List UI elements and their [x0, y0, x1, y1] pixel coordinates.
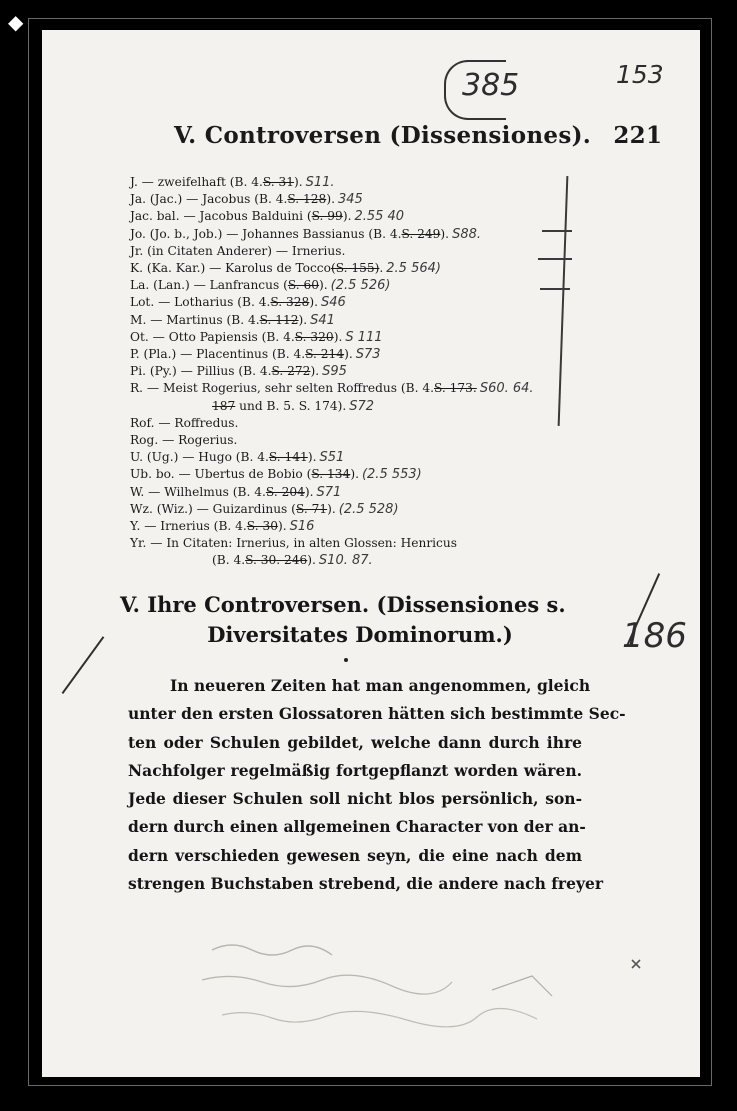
handwritten-correction: S88.: [452, 226, 481, 242]
entry-text-tail: ).: [307, 450, 317, 465]
entry-text: Rog. — Rogerius.: [130, 433, 238, 448]
entry-text-tail: ).: [309, 295, 318, 310]
entry-text-tail: ).: [307, 553, 316, 568]
book-page: [42, 30, 700, 1077]
entry-text-tail: ).: [294, 175, 303, 189]
body-line: Jede dieser Schulen soll nicht blos persönlich, son-: [128, 789, 582, 809]
entry-text: Jac. bal. — Jacobus Balduini (: [130, 209, 312, 224]
entry-text-tail: ).: [319, 278, 328, 293]
struck-page-reference: S. 31: [262, 175, 294, 189]
page-number: 221: [613, 122, 663, 149]
faint-handwriting-scribbles: [192, 920, 692, 1060]
struck-page-reference: S. 112: [259, 312, 299, 327]
section-title-line-2: Diversitates Dominorum.): [207, 622, 513, 647]
entry-text: K. (Ka. Kar.) — Karolus de Tocco: [130, 261, 331, 276]
entry-text: (B. 4.: [212, 553, 246, 568]
handwritten-correction: S71: [316, 484, 342, 500]
entry-text: Wz. (Wiz.) — Guizardinus (: [130, 501, 296, 516]
struck-page-reference: S. 320: [294, 329, 334, 344]
handwritten-correction: S41: [310, 312, 335, 328]
entry-text: Yr. — In Citaten: Irnerius, in alten Glossen: Henricus: [130, 536, 457, 551]
margin-tick-mark: [540, 288, 570, 290]
struck-page-reference: S. 99: [311, 209, 343, 224]
abbreviation-entry: [130, 208, 600, 225]
entry-text-tail: ).: [326, 192, 335, 207]
entry-text: R. — Meist Rogerius, sehr selten Roffredus (B. 4.: [130, 381, 434, 396]
entry-text-tail: ).: [333, 329, 343, 344]
body-paragraph: [128, 672, 626, 898]
struck-page-reference: S. 71: [295, 501, 328, 516]
struck-page-reference: S. 204: [265, 484, 305, 499]
abbreviation-entry: [130, 398, 600, 415]
body-line: strengen Buchstaben strebend, die andere nach freyer: [128, 874, 603, 894]
margin-pen-stroke: [62, 636, 104, 694]
handwritten-correction: S10. 87.: [318, 553, 373, 569]
entry-text: J. — zweifelhaft (B. 4.: [130, 175, 263, 189]
entry-text: Y. — Irnerius (B. 4.: [130, 519, 247, 534]
abbreviation-entry: [130, 191, 600, 208]
abbreviation-entry: [130, 415, 600, 432]
entry-text: La. (Lan.) — Lanfrancus (: [130, 278, 288, 293]
entry-text-tail: ).: [440, 226, 450, 241]
struck-page-reference: S. 128: [287, 192, 327, 207]
section-title: [120, 590, 580, 650]
handwritten-margin-number: 186: [622, 616, 687, 656]
margin-tick-mark: [542, 230, 572, 232]
abbreviation-entry: [130, 226, 600, 243]
entry-text-tail: ).: [304, 484, 314, 499]
entry-text: Ub. bo. — Ubertus de Bobio (: [130, 467, 312, 482]
struck-page-reference: S. 173.: [434, 381, 477, 396]
handwritten-correction: (2.5 526): [330, 278, 391, 294]
entry-text: M. — Martinus (B. 4.: [130, 312, 260, 327]
struck-page-reference: S. 134: [311, 467, 351, 482]
struck-page-reference: S. 214: [305, 347, 345, 362]
struck-page-reference: S. 272: [271, 364, 311, 379]
handwritten-correction: S72: [349, 398, 375, 414]
body-line: unter den ersten Glossatoren hätten sich bestimmte Sec-: [128, 704, 626, 724]
handwritten-correction: 2.5 564): [386, 261, 441, 277]
running-head: [174, 122, 663, 149]
handwritten-correction: S16: [289, 519, 315, 535]
entry-text-tail: ).: [310, 364, 320, 379]
scan-corner-marker-icon: ◆: [8, 10, 24, 34]
abbreviation-entry: [130, 380, 600, 397]
entry-text-tail: ).: [344, 347, 353, 362]
abbreviation-entry: [130, 277, 600, 294]
title-dot: [344, 658, 348, 662]
handwritten-correction: S51: [319, 450, 345, 466]
entry-text: Ot. — Otto Papiensis (B. 4.: [130, 329, 295, 344]
margin-tick-mark: [538, 258, 572, 260]
handwritten-correction: S 111: [345, 329, 383, 345]
abbreviation-entry: [130, 294, 600, 311]
entry-text-tail: ).: [298, 312, 308, 327]
abbreviation-list: [130, 174, 600, 570]
abbreviation-entry: [130, 260, 600, 277]
entry-text-tail: ).: [277, 519, 287, 534]
entry-text: Jo. (Jo. b., Job.) — Johannes Bassianus (B. 4.: [130, 226, 402, 241]
handwritten-correction: 2.55 40: [354, 209, 405, 225]
abbreviation-entry: [130, 329, 600, 346]
abbreviation-entry: [130, 449, 600, 466]
body-line: dern durch einen allgemeinen Character von der an-: [128, 817, 586, 837]
body-line: In neueren Zeiten hat man angenommen, gleich: [170, 676, 591, 695]
abbreviation-entry: [130, 466, 600, 483]
entry-text: W. — Wilhelmus (B. 4.: [130, 484, 266, 499]
abbreviation-entry: [130, 312, 600, 329]
struck-page-reference: (S. 155): [330, 261, 380, 276]
abbreviation-entry: [130, 484, 600, 501]
entry-text: P. (Pla.) — Placentinus (B. 4.: [130, 347, 306, 362]
struck-page-reference: S. 30: [246, 519, 278, 534]
entry-text-tail: .: [379, 261, 384, 276]
entry-text: Pi. (Py.) — Pillius (B. 4.: [130, 364, 272, 379]
body-line: dern verschieden gewesen seyn, die eine nach dem: [128, 845, 582, 865]
struck-page-reference: S. 30. 246: [245, 553, 308, 568]
handwritten-correction: (2.5 553): [361, 467, 422, 483]
entry-text: Lot. — Lotharius (B. 4.: [130, 295, 271, 310]
entry-text-tail: ).: [350, 467, 359, 482]
section-title-line-1: V. Ihre Controversen. (Dissensiones s.: [120, 592, 566, 617]
struck-page-reference: S. 328: [270, 295, 310, 310]
abbreviation-entry: [130, 243, 600, 260]
entry-text-tail: und B. 5. S. 174).: [235, 398, 347, 413]
handwritten-correction: S46: [320, 295, 346, 311]
struck-page-reference: S. 249: [401, 226, 441, 241]
entry-text: Ja. (Jac.) — Jacobus (B. 4.: [130, 192, 288, 207]
abbreviation-entry: [130, 346, 600, 363]
abbreviation-entry: [130, 535, 600, 552]
abbreviation-entry: [130, 363, 600, 380]
abbreviation-entry: [130, 174, 600, 191]
entry-text-tail: ).: [342, 209, 352, 224]
abbreviation-entry: [130, 501, 600, 518]
handwritten-correction: S73: [355, 347, 381, 363]
abbreviation-entry: [130, 432, 600, 449]
entry-text: Jr. (in Citaten Anderer) — Irnerius.: [130, 243, 346, 258]
abbreviation-entry: [130, 518, 600, 535]
abbreviation-entry: [130, 552, 600, 569]
entry-text: U. (Ug.) — Hugo (B. 4.: [130, 450, 269, 465]
handwritten-page-reference: 385: [462, 68, 520, 103]
handwritten-folio-number: 153: [616, 60, 664, 89]
struck-page-reference: S. 60: [287, 278, 320, 293]
entry-text: Rof. — Roffredus.: [130, 415, 239, 430]
handwritten-correction: S60. 64.: [479, 381, 534, 397]
body-line: Nachfolger regelmäßig fortgepflanzt worden wären.: [128, 760, 582, 780]
handwritten-correction: S11.: [305, 175, 335, 190]
struck-page-reference: S. 141: [268, 450, 308, 465]
handwritten-correction: 345: [337, 192, 363, 208]
body-line: ten oder Schulen gebildet, welche dann durch ihre: [128, 732, 582, 752]
handwritten-correction: (2.5 528): [338, 501, 399, 517]
struck-page-reference: 187: [212, 398, 236, 413]
running-head-title: V. Controversen (Dissensiones).: [174, 122, 592, 149]
entry-text-tail: ).: [327, 501, 336, 516]
handwritten-correction: S95: [322, 364, 347, 380]
